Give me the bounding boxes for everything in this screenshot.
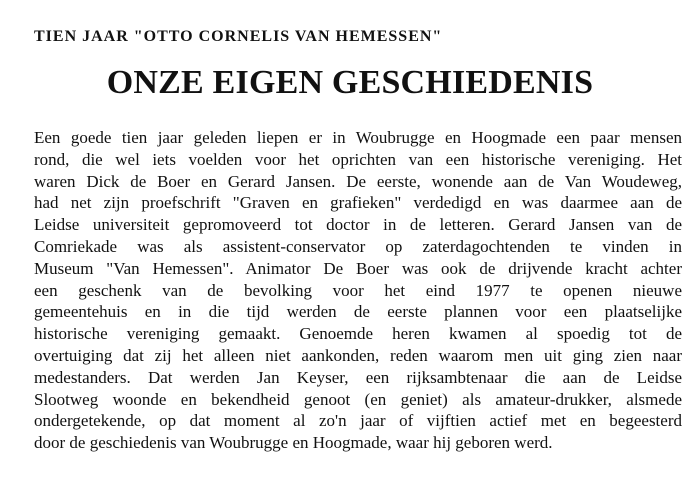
body-line: Leidse universiteit gepromoveerd tot doctor in de letteren. Gerard Jansen van de bbox=[34, 215, 682, 235]
body-line: medestanders. Dat werden Jan Keyser, een rijksambtenaar die aan de Leidse bbox=[34, 367, 682, 387]
body-line: ondergetekende, op dat moment al zo'n jaar of vijftien actief met en begeesterd bbox=[34, 411, 682, 431]
article-title: ONZE EIGEN GESCHIEDENIS bbox=[106, 64, 594, 101]
body-line: gemeentehuis en in die tijd werden de eerste plannen voor een plaatselijke bbox=[34, 302, 682, 322]
body-line: had net zijn proefschrift "Graven en grafieken" verdedigd en was daarmee aan de bbox=[34, 193, 682, 213]
body-line: een geschenk van de bevolking voor het eind 1977 te openen nieuwe bbox=[34, 280, 682, 300]
body-line: historische vereniging gemaakt. Genoemde heren kwamen al spoedig tot de bbox=[34, 324, 682, 344]
body-line: Comriekade was als assistent-conservator op zaterdagochtenden te vinden in bbox=[34, 236, 682, 256]
body-line: Museum "Van Hemessen". Animator De Boer was ook de drijvende kracht achter bbox=[34, 258, 682, 278]
body-line: rond, die wel iets voelden voor het oprichten van een historische vereniging. Het bbox=[34, 149, 682, 169]
body-line: overtuiging dat zij het alleen niet aankonden, reden waarom men uit ging zien naar bbox=[34, 345, 682, 365]
article-body bbox=[34, 127, 682, 454]
body-line: waren Dick de Boer en Gerard Jansen. De eerste, wonende aan de Van Woudeweg, bbox=[34, 171, 682, 191]
body-line: Een goede tien jaar geleden liepen er in Woubrugge en Hoogmade een paar mensen bbox=[34, 128, 682, 147]
body-line: door de geschiedenis van Woubrugge en Hoogmade, waar hij geboren werd. bbox=[34, 433, 553, 453]
article-kicker: TIEN JAAR "OTTO CORNELIS VAN HEMESSEN" bbox=[34, 28, 443, 45]
body-line: Slootweg woonde en bekendheid genoot (en geniet) als amateur-drukker, alsmede bbox=[34, 389, 682, 409]
